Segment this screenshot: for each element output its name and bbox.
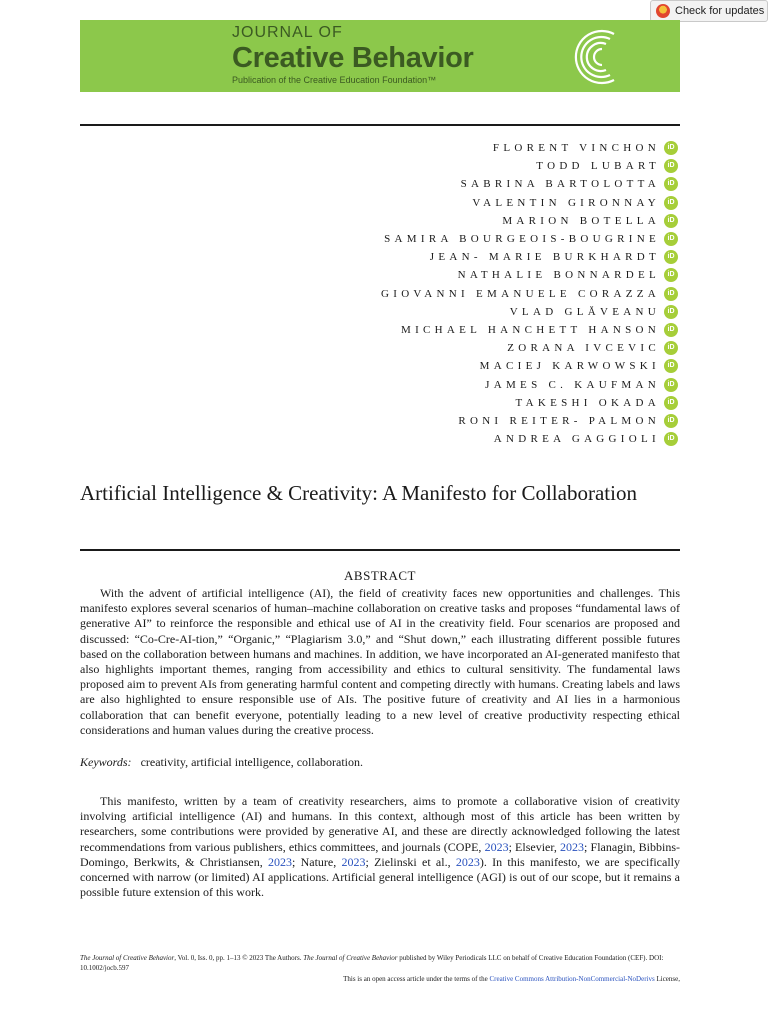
author-name: NATHALIE BONNARDEL — [457, 269, 660, 282]
orcid-icon[interactable]: iD — [664, 432, 678, 446]
author-name: ZORANA IVCEVIC — [507, 342, 660, 355]
orcid-icon[interactable]: iD — [664, 287, 678, 301]
footer-journal-name-2: The Journal of Creative Behavior — [303, 954, 398, 962]
keywords — [80, 755, 680, 770]
author-row — [381, 175, 678, 193]
author-row — [381, 230, 678, 248]
author-row — [381, 412, 678, 430]
citation-link-flanagin[interactable]: 2023 — [268, 854, 293, 869]
author-row — [381, 394, 678, 412]
author-row — [381, 339, 678, 357]
title-rule — [80, 549, 680, 551]
author-row — [381, 357, 678, 375]
author-name: FLORENT VINCHON — [492, 142, 660, 155]
intro-text-6: ). In this manifesto, we are specifically concerned with narrow (or limited) AI applications. Artificial general intelligence (AGI) is out of our scope, but it remains a possible future extension of this work. — [80, 854, 680, 900]
author-list — [381, 139, 678, 448]
footer-license — [80, 974, 680, 984]
abstract-body: With the advent of artificial intelligence (AI), the field of creativity faces new opportunities and challenges. This manifesto explores several scenarios of human–machine collaboration on creative tasks and proposes “fundamental laws of generative AI” to reinforce the responsible and ethical use of AI in the creativity field. Four scenarios are proposed and discussed: “Co-Cre-AI-tion,” “Organic,” “Plagiarism 3.0,” and “Shut down,” each illustrating different possible futures based on the collaboration between humans and machines. In addition, we have incorporated an AI-generated manifesto that also highlights important themes, ranging from accessibility and ethics to cultural sensitivity. The fundamental laws proposed aim to prevent AIs from generating harmful content and competing directly with humans. Creating labels and laws are also highlighted to ensure responsible use of AIs. The positive future of creativity and AI lies in a harmonious collaboration that can benefit everyone, potentially leading to a new level of creative productivity respecting ethical considerations and human values during the creative process. — [80, 586, 680, 737]
author-row — [381, 248, 678, 266]
check-for-updates-button[interactable] — [650, 0, 768, 22]
crossmark-icon — [656, 4, 670, 18]
orcid-icon[interactable]: iD — [664, 159, 678, 173]
keywords-value: creativity, artificial intelligence, collaboration. — [140, 755, 364, 769]
author-name: MARION BOTELLA — [502, 214, 660, 227]
header-rule — [80, 124, 680, 126]
keywords-label: Keywords: — [80, 755, 132, 769]
intro-text-5: ; Zielinski et al., — [365, 854, 456, 869]
author-name: TAKESHI OKADA — [515, 396, 660, 409]
orcid-icon[interactable]: iD — [664, 305, 678, 319]
author-row — [381, 303, 678, 321]
orcid-icon[interactable]: iD — [664, 196, 678, 210]
citation-link-cope[interactable]: 2023 — [484, 839, 509, 854]
orcid-icon[interactable]: iD — [664, 341, 678, 355]
author-row — [381, 194, 678, 212]
orcid-icon[interactable]: iD — [664, 268, 678, 282]
journal-name-line2: Creative Behavior — [232, 42, 474, 74]
orcid-icon[interactable]: iD — [664, 141, 678, 155]
intro-paragraph — [80, 794, 680, 900]
footer-journal-name: The Journal of Creative Behavior — [80, 954, 175, 962]
author-name: RONI REITER- PALMON — [458, 414, 660, 427]
author-row — [381, 157, 678, 175]
license-suffix: License, — [654, 975, 680, 983]
journal-c-logo-icon — [568, 26, 624, 88]
orcid-icon[interactable]: iD — [664, 414, 678, 428]
intro-text-3: ; Flanagin, Bibbins-Domingo, Berkwits, & Christiansen, — [80, 839, 681, 869]
citation-link-zielinski[interactable]: 2023 — [455, 854, 480, 869]
footer-citation — [80, 953, 680, 973]
citation-link-elsevier[interactable]: 2023 — [560, 839, 585, 854]
orcid-icon[interactable]: iD — [664, 232, 678, 246]
abstract-heading: ABSTRACT — [344, 568, 416, 583]
orcid-icon[interactable]: iD — [664, 378, 678, 392]
intro-text-2: ; Elsevier, — [508, 839, 561, 854]
author-name: SABRINA BARTOLOTTA — [460, 178, 660, 191]
author-name: VALENTIN GIRONNAY — [472, 196, 660, 209]
license-link[interactable]: Creative Commons Attribution-NonCommercial-NoDerivs — [489, 975, 655, 983]
author-row — [381, 266, 678, 284]
intro-text-1: This manifesto, written by a team of creativity researchers, aims to promote a collaborative vision of creativity involving artificial intelligence (AI) and humans. In this context, although most of this article has been written by researchers, some contributions were provided by generative AI, and these are directly acknowledged following the latest recommendations from various publishers, ethics committees, and journals (COPE, — [80, 794, 680, 854]
author-row — [381, 139, 678, 157]
journal-tagline: Publication of the Creative Education Foundation™ — [232, 75, 437, 85]
article-title: Artificial Intelligence & Creativity: A Manifesto for Collaboration — [80, 481, 637, 505]
citation-link-nature[interactable]: 2023 — [341, 854, 366, 869]
orcid-icon[interactable]: iD — [664, 323, 678, 337]
author-row — [381, 212, 678, 230]
author-name: MICHAEL HANCHETT HANSON — [400, 323, 660, 336]
orcid-icon[interactable]: iD — [664, 250, 678, 264]
footer-citation-text: , Vol. 0, Iss. 0, pp. 1–13 © 2023 The Authors. — [174, 954, 304, 962]
author-name: SAMIRA BOURGEOIS-BOUGRINE — [384, 233, 660, 246]
journal-name — [232, 24, 474, 86]
orcid-icon[interactable]: iD — [664, 214, 678, 228]
author-name: JAMES C. KAUFMAN — [485, 378, 660, 391]
license-prefix: This is an open access article under the terms of the — [343, 975, 490, 983]
intro-text-4: ; Nature, — [292, 854, 342, 869]
author-row — [381, 430, 678, 448]
check-for-updates-label: Check for updates — [675, 5, 765, 17]
journal-name-line1: JOURNAL OF — [232, 24, 343, 41]
author-name: JEAN- MARIE BURKHARDT — [429, 251, 660, 264]
author-name: ANDREA GAGGIOLI — [493, 433, 660, 446]
author-name: VLAD GLĂVEANU — [509, 305, 660, 318]
author-row — [381, 285, 678, 303]
orcid-icon[interactable]: iD — [664, 396, 678, 410]
orcid-icon[interactable]: iD — [664, 359, 678, 373]
author-name: TODD LUBART — [536, 160, 660, 173]
author-name: GIOVANNI EMANUELE CORAZZA — [380, 287, 660, 300]
author-row — [381, 375, 678, 393]
journal-banner — [80, 20, 680, 92]
author-name: MACIEJ KARWOWSKI — [479, 360, 660, 373]
author-row — [381, 321, 678, 339]
orcid-icon[interactable]: iD — [664, 177, 678, 191]
footer-publisher-text: published by Wiley Periodicals LLC on behalf of Creative Education Foundation (CEF). DOI: 10.1002/jocb.597 — [80, 954, 664, 972]
